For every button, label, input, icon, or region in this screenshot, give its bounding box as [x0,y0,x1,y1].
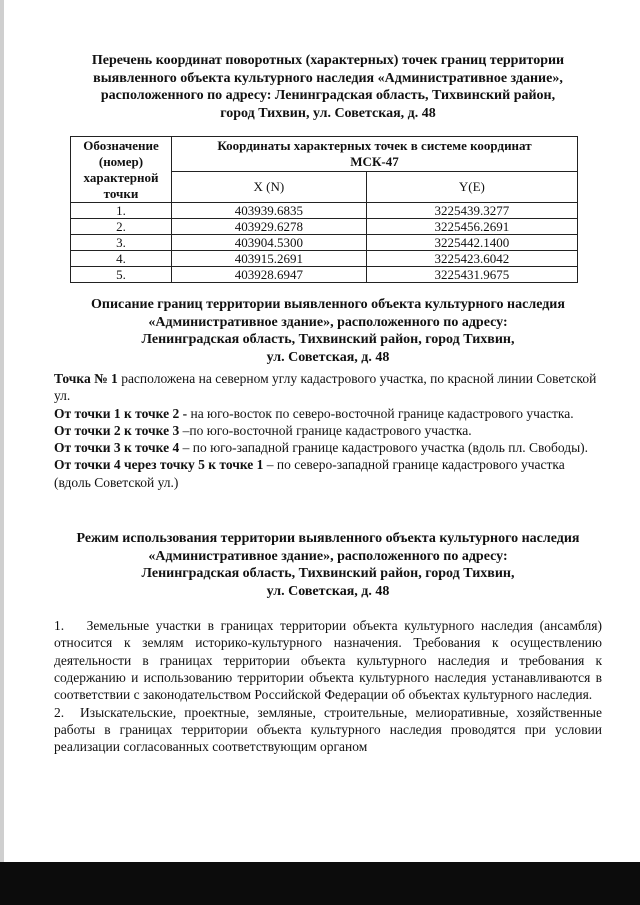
boundary-item-label: Точка № 1 [54,371,118,386]
title-line: Описание границ территории выявленного объекта культурного наследия [91,297,565,312]
table-row [71,251,578,267]
title-line: Ленинградская область, Тихвинский район, город Тихвин, [141,332,515,347]
paragraph-text: Изыскательские, проектные, земляные, строительные, мелиоративные, хозяйственные работы в границах территории объекта культурного наследия проводятся при условии реализации согласованных соответствующим органом [54,704,602,755]
boundary-description [54,370,602,491]
boundary-item [54,422,602,439]
paragraph-number: 2. [54,704,65,720]
point-number-cell: 1. [71,203,172,219]
usage-regime-title [54,530,602,600]
title-line: город Тихвин, ул. Советская, д. 48 [220,105,436,121]
y-coordinate-cell: 3225431.9675 [366,267,577,283]
point-number-cell: 3. [71,235,172,251]
paragraph-number: 1. [54,618,65,634]
y-coordinate-cell: 3225442.1400 [366,235,577,251]
boundary-item-label: От точки 4 через точку 5 к точке 1 [54,457,264,473]
title-line: «Административное здание», расположенного по адресу: [148,314,508,330]
title-line: ул. Советская, д. 48 [266,583,390,599]
x-coordinate-cell: 403904.5300 [172,235,367,251]
title-line: «Административное здание», расположенного по адресу: [148,548,508,564]
boundary-item [54,439,602,456]
coordinates-header [172,137,578,172]
table-row [71,235,578,251]
title-line: Ленинградская область, Тихвинский район, город Тихвин, [141,566,515,582]
scan-dark-bottom-edge [0,862,640,905]
point-number-header [71,137,172,203]
boundary-description-title [54,296,602,366]
regime-paragraph [54,704,602,756]
usage-regime-text [54,617,602,755]
header-line: характерной [83,169,159,185]
title-line: выявленного объекта культурного наследия «Административное здание», [93,70,563,86]
header-line: Координаты характерных точек в системе координат [217,138,532,153]
table-header-row [71,137,578,172]
boundary-item-text: на юго-восток по северо-восточной границе кадастрового участка. [187,405,574,421]
paragraph-text: Земельные участки в границах территории объекта культурного наследия (ансамбля) относится к землям историко-культурного назначения. Требования к осуществлению деятельности в границах территории объекта культурного наследия и требования к содержанию и использованию территории объекта культурного наследия устанавливаются в соответствии с законодательством Российской Федерации об объектах культурного наследия. [54,618,602,703]
point-number-cell: 4. [71,251,172,267]
x-column-header: X (N) [172,172,367,203]
point-number-cell: 5. [71,267,172,283]
document-page [54,52,602,755]
boundary-item [54,456,602,491]
boundary-item-text: – по юго-западной границе кадастрового участка (вдоль пл. Свободы). [179,440,589,456]
point-number-cell: 2. [71,219,172,235]
title-line: Режим использования территории выявленного объекта культурного наследия [76,531,580,547]
header-line: точки [103,185,139,201]
table-row [71,267,578,283]
title-line: Перечень координат поворотных (характерных) точек границ территории [91,53,565,68]
boundary-item-text: расположена на северном углу кадастрового участка, по красной линии Советской ул. [54,371,597,404]
table-row [71,219,578,235]
header-line: Обозначение [83,137,159,153]
x-coordinate-cell: 403939.6835 [172,203,367,219]
boundary-item-text: –по юго-восточной границе кадастрового участка. [179,422,472,438]
table-row [71,203,578,219]
boundary-item [54,370,602,405]
x-coordinate-cell: 403928.6947 [172,267,367,283]
coordinates-list-title [54,52,602,122]
scan-left-edge [0,0,4,905]
boundary-item-text: – по северо-западной границе кадастрового участка (вдоль Советской ул.) [54,457,565,490]
x-coordinate-cell: 403929.6278 [172,219,367,235]
y-coordinate-cell: 3225423.6042 [366,251,577,267]
boundary-item [54,405,602,422]
y-column-header: Y(E) [366,172,577,203]
header-line: (номер) [98,153,144,169]
header-line: МСК-47 [350,154,399,169]
coordinates-table [70,136,578,283]
title-line: расположенного по адресу: Ленинградская область, Тихвинский район, [100,88,556,103]
regime-paragraph [54,617,602,703]
y-coordinate-cell: 3225439.3277 [366,203,577,219]
boundary-item-label: От точки 3 к точке 4 [54,440,180,456]
title-line: ул. Советская, д. 48 [266,349,390,365]
y-coordinate-cell: 3225456.2691 [366,219,577,235]
x-coordinate-cell: 403915.2691 [172,251,367,267]
boundary-item-label: От точки 2 к точке 3 [54,422,180,438]
boundary-item-label: От точки 1 к точке 2 - [54,405,188,421]
